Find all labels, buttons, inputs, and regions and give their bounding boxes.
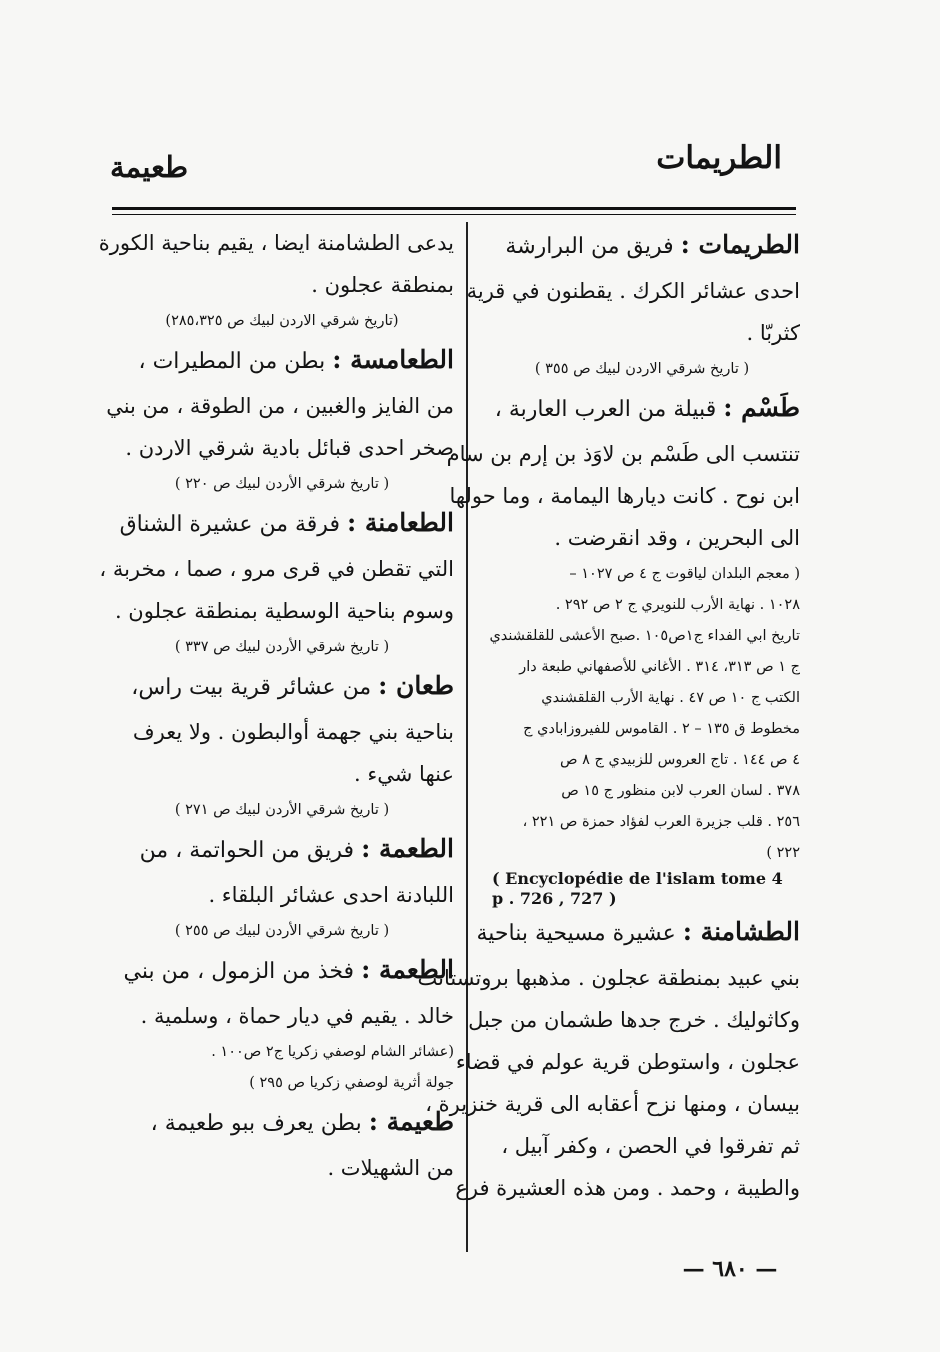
entry-tarimat bbox=[466, 222, 800, 385]
entry-text: والطيبة ، وحمد . ومن هذه العشيرة فرع bbox=[455, 1176, 800, 1200]
entry-text: فرقة من عشيرة الشناق bbox=[119, 512, 340, 537]
entry-source: ٢٢٢ ) bbox=[766, 845, 800, 861]
entry-headword: الطريمات : bbox=[680, 230, 800, 259]
entry-source: ٣٧٨ . لسان العرب لابن منظور ج ١٥ ص bbox=[561, 783, 800, 799]
entry-text: بناحية بني جهمة أوالبطون . ولا يعرف bbox=[132, 720, 454, 744]
entry-text: ابن نوح . كانت ديارها اليمامة ، وما حولها bbox=[449, 484, 800, 508]
entry-source: (عشائر الشام لوصفي زكريا ج٢ ص١٠٠ . bbox=[211, 1044, 454, 1060]
entry-source-latin: ( Encyclopédie de l'islam tome 4 bbox=[492, 869, 783, 888]
entry-tashamina bbox=[417, 909, 800, 1209]
entry-text: بطن من المطيرات ، bbox=[138, 349, 326, 374]
entry-source: ( تاريخ شرقي الأردن لبيك ص ٢٧١ ) bbox=[174, 802, 390, 818]
entry-headword: طعيمة : bbox=[368, 1107, 454, 1136]
entry-text: الى البحرين ، وقد انقرضت . bbox=[554, 526, 800, 550]
entry-tuayma bbox=[110, 1099, 454, 1189]
entry-headword: الطعامنة : bbox=[346, 508, 454, 537]
entry-source: مخطوط ق ١٣٥ – ٢ . القاموس للفيروزابادي ج bbox=[523, 721, 800, 737]
entry-text: فريق من الحواتمة ، من bbox=[139, 838, 355, 863]
entry-tuma-1 bbox=[110, 826, 454, 947]
entry-text: بني عبيد بمنطقة عجلون . مذهبها بروتستانت bbox=[417, 966, 800, 990]
entry-source-latin: p . 726 , 727 ) bbox=[492, 889, 617, 908]
entry-headword: الطعامسة : bbox=[332, 345, 454, 374]
entry-text: التي تقطن في قرى مرو ، صما ، مخربة ، bbox=[99, 557, 454, 581]
entry-tuma-2 bbox=[110, 947, 454, 1099]
header-rule-thick bbox=[112, 207, 796, 210]
running-head-right: الطريمات bbox=[656, 140, 782, 176]
entry-text: خالد . يقيم في ديار حماة ، وسلمية . bbox=[140, 1004, 454, 1028]
right-column bbox=[417, 222, 800, 1209]
entry-source: ( تاريخ شرقي الأردن لبيك ص ٢٢٠ ) bbox=[174, 476, 390, 492]
entry-text: اللبادنة احدى عشائر البلقاء . bbox=[208, 883, 454, 907]
entry-headword: طَسْم : bbox=[723, 393, 800, 422]
left-column bbox=[98, 222, 454, 1189]
entry-source: ج ١ ص ٣١٣، ٣١٤ . الأغاني للأصفهاني طبعة دار bbox=[519, 659, 800, 675]
page-number: — ٦٨٠ — bbox=[682, 1256, 778, 1282]
entry-text: وسوم بناحية الوسطية بمنطقة عجلون . bbox=[114, 599, 454, 623]
entry-text: بيسان ، ومنها نزح أعقابه الى قرية خنزيرة ، bbox=[425, 1092, 800, 1116]
running-head-left: طعيمة bbox=[110, 150, 189, 184]
entry-text: عشيرة مسيحية بناحية bbox=[476, 921, 676, 946]
entry-text: من الفايز والغبين ، من الطوقة ، من بني bbox=[106, 394, 454, 418]
entry-text: فريق من البرارشة bbox=[505, 234, 674, 259]
entry-taamisa bbox=[106, 337, 454, 500]
entry-headword: الطعمة : bbox=[361, 955, 454, 984]
entry-text: عجلون ، واستوطن قرية عولم في قضاء bbox=[455, 1050, 800, 1074]
entry-continuation bbox=[98, 222, 454, 337]
entry-source: ٢٥٦ . قلب جزيرة العرب لفؤاد حمزة ص ٢٢١ ، bbox=[522, 814, 800, 830]
entry-headword: الطعمة : bbox=[361, 834, 454, 863]
entry-text: من عشائر قرية بيت راس، bbox=[131, 675, 372, 700]
entry-taan bbox=[110, 663, 454, 826]
entry-source: ( معجم البلدان لياقوت ج ٤ ص ١٠٢٧ – bbox=[569, 566, 800, 582]
entry-source: جولة أثرية لوصفي زكريا ص ٢٩٥ ) bbox=[249, 1075, 454, 1091]
entry-headword: طعان : bbox=[378, 671, 454, 700]
entry-source: ( تاريخ شرقي الأردن لبيك ص ٣٣٧ ) bbox=[174, 639, 390, 655]
entry-source: (تاريخ شرقي الاردن لبيك ص ٢٨٥،٣٢٥) bbox=[165, 313, 399, 329]
entry-text: قبيلة من العرب العاربة ، bbox=[494, 397, 717, 422]
entry-text: عنها شيء . bbox=[354, 762, 454, 786]
entry-source: الكتب ج ١٠ ص ٤٧ . نهاية الأرب القلقشندي bbox=[541, 690, 800, 706]
entry-text: من الشهيلات . bbox=[327, 1156, 454, 1180]
entry-source: ( تاريخ شرقي الأردن لبيك ص ٢٥٥ ) bbox=[174, 923, 390, 939]
entry-text: كثربّا . bbox=[746, 321, 800, 345]
entry-taamina bbox=[99, 500, 454, 663]
header-rule-thin bbox=[112, 214, 796, 215]
entry-headword: الطشامنة : bbox=[682, 917, 800, 946]
entry-source: تاريخ ابي الفداء ج١ص١٠٥ .صبح الأعشى للقلقشندي bbox=[489, 628, 800, 644]
entry-source: ( تاريخ شرقي الاردن لبيك ص ٣٥٥ ) bbox=[534, 361, 750, 377]
entry-text: ثم تفرقوا في الحصن ، وكفر آبيل ، bbox=[501, 1134, 800, 1158]
entry-tasm bbox=[446, 385, 800, 909]
entry-text: بطن يعرف ببو طعيمة ، bbox=[150, 1111, 362, 1136]
entry-text: صخر احدى قبائل بادية شرقي الاردن . bbox=[125, 436, 454, 460]
entry-text: بمنطقة عجلون . bbox=[311, 273, 454, 297]
entry-text: يدعى الطشامنة ايضا ، يقيم بناحية الكورة bbox=[98, 231, 454, 255]
entry-text: وكاثوليك . خرج جدها طشمان من جبل bbox=[468, 1008, 800, 1032]
entry-source: ١٠٢٨ . نهاية الأرب للنويري ج ٢ ص ٢٩٢ . bbox=[555, 597, 800, 613]
entry-text: تنتسب الى طَسْم بن لاوَذ بن إرم بن سام bbox=[446, 442, 800, 466]
entry-source: ٤ ص ١٤٤ . تاج العروس للزبيدي ج ٨ ص bbox=[559, 752, 800, 768]
entry-text: فخذ من الزمول ، من بني bbox=[123, 959, 355, 984]
entry-text: احدى عشائر الكرك . يقطنون في قرية bbox=[466, 279, 800, 303]
